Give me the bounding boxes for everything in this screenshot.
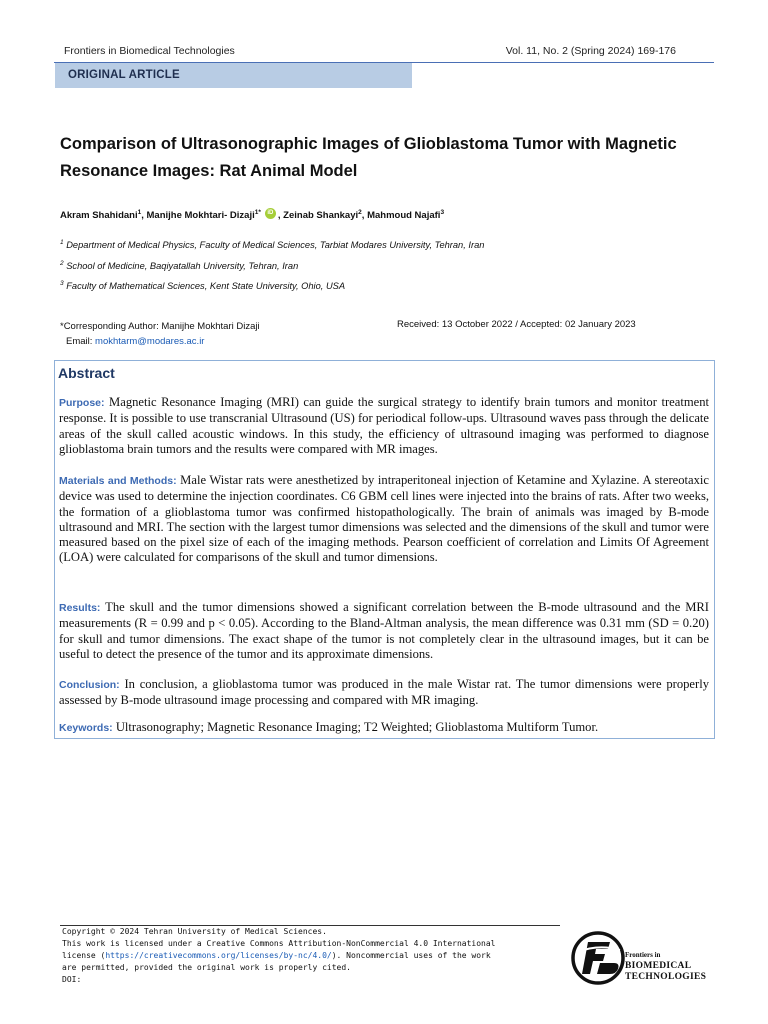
license-line: This work is licensed under a Creative Commons Attribution-NonCommercial 4.0 International [62,939,496,948]
results-label: Results: [59,602,101,614]
corresponding-label: *Corresponding Author: Manijhe Mokhtari Dizaji [60,321,260,332]
affiliation-sup: 3 [60,280,64,287]
license-link[interactable]: https://creativecommons.org/licenses/by-nc/4.0/ [105,951,332,960]
orcid-icon[interactable]: iD [265,208,276,219]
email-line [60,334,260,349]
received-dates: Received: 13 October 2022 / Accepted: 02 January 2023 [397,319,636,330]
article-type-label: ORIGINAL ARTICLE [68,69,180,81]
keywords-text: Ultrasonography; Magnetic Resonance Imaging; T2 Weighted; Glioblastoma Multiform Tumor. [112,720,599,734]
purpose-text: Magnetic Resonance Imaging (MRI) can guide the surgical strategy to identify brain tumors and monitor treatment response. It is possible to use transcranial Ultrasound (US) for periodical follow-ups. Ultrasound waves pass through the delicate areas of the skull called acoustic windows. In this study, the efficiency of ultrasound imaging was performed to diagnose glioblastoma brain tumors and the results were compared with MR images. [59,395,709,456]
logo-wordmark [625,950,706,983]
author-sup: 2 [358,208,362,216]
affiliation-text: Department of Medical Physics, Faculty of Medical Sciences, Tarbiat Modares University, Tehran, Iran [66,240,485,251]
abstract-results [59,600,709,662]
abstract-heading: Abstract [58,365,115,381]
copyright-line: Copyright © 2024 Tehran University of Medical Sciences. [62,927,327,936]
abstract-keywords [59,720,709,736]
paper-title: Comparison of Ultrasonographic Images of Glioblastoma Tumor with Magnetic Resonance Images: Rat Animal Model [60,135,677,180]
license-text: license ( [62,951,106,960]
author-sup: 3 [440,208,445,216]
author-list: Akram Shahidani$^1$, Manijhe Mokhtari- Dizaji$^{1*}$ iD , Zeinab Shankayi$^2$, Mahmoud Najafi$^3$ [60,208,445,221]
methods-label: Materials and Methods: [59,475,177,487]
affiliation-text: Faculty of Mathematical Sciences, Kent State University, Ohio, USA [66,281,346,292]
affiliation [60,239,484,250]
keywords-label: Keywords: [59,722,113,734]
conclusion-text: In conclusion, a glioblastoma tumor was produced in the male Wistar rat. The tumor dimensions were properly assessed by B-mode ultrasound image processing and compared with MR imaging. [59,677,709,708]
doi-line: DOI: [62,975,82,984]
abstract-purpose [59,395,709,457]
license-line [62,950,517,962]
conclusion-label: Conclusion: [59,679,120,691]
journal-logo-icon [570,930,630,986]
results-text: The skull and the tumor dimensions showed a significant correlation between the B-mode ultrasound and the MRI measurements (R = 0.99 and p < 0.05). According to the Bland-Altman analysis, the mean difference was 0.31 mm (SD = 0.20) for skull and tumor dimensions. The exact shape of the tumor is not completely clear in the ultrasound images, but it can be useful to detect the presence of the tumor and its approximate dimensions. [59,600,709,661]
license-line: are permitted, provided the original work is properly cited. [62,963,351,972]
volume-info: Vol. 11, No. 2 (Spring 2024) 169-176 [505,45,676,57]
logo-line: BIOMEDICAL [625,961,692,971]
methods-text: Male Wistar rats were anesthetized by intraperitoneal injection of Ketamine and Xylazine. A stereotaxic device was used to determine the injection coordinates. C6 GBM cell lines were injected into the brains of rats. After two weeks, the formation of a glioblastoma tumor was confirmed histopathologically. The brain of animals was imaged by B-mode ultrasound and MRI. The section with the largest tumor dimensions was selected and the dimensions of the skull and tumor were measured based on the pixel size of each of the imaging methods. Pearson coefficient of correlation and Limits Of Agreement (LOA) were calculated for comparisons of the skull and tumor dimensions. [59,473,710,565]
journal-name: Frontiers in Biomedical Technologies [64,45,235,57]
license-footer [62,926,517,986]
email-label: Email: [66,336,96,347]
logo-line: TECHNOLOGIES [625,972,707,982]
email-link[interactable]: mokhtarm@modares.ac.ir [95,336,205,347]
author-name: Akram Shahidani [60,210,138,221]
purpose-label: Purpose: [59,397,105,409]
author-sup: 1* [254,208,261,216]
article-type-badge [55,63,412,88]
affiliation-text: School of Medicine, Baqiyatallah University, Tehran, Iran [66,261,299,272]
author-name: Manijhe Mokhtari- Dizaji [146,210,255,221]
license-text: ). Noncommercial uses of the work [331,951,491,960]
corresponding-author [60,319,260,349]
abstract-conclusion [59,677,709,709]
author-name: Mahmoud Najafi [367,210,441,221]
affiliation-sup: 2 [60,260,64,267]
logo-line: Frontiers in [625,951,661,959]
affiliation-sup: 1 [60,239,64,246]
affiliation [60,280,345,291]
affiliation [60,260,298,271]
author-name: Zeinab Shankayi [283,210,359,221]
abstract-methods [59,473,709,566]
author-sup: 1 [137,208,142,216]
